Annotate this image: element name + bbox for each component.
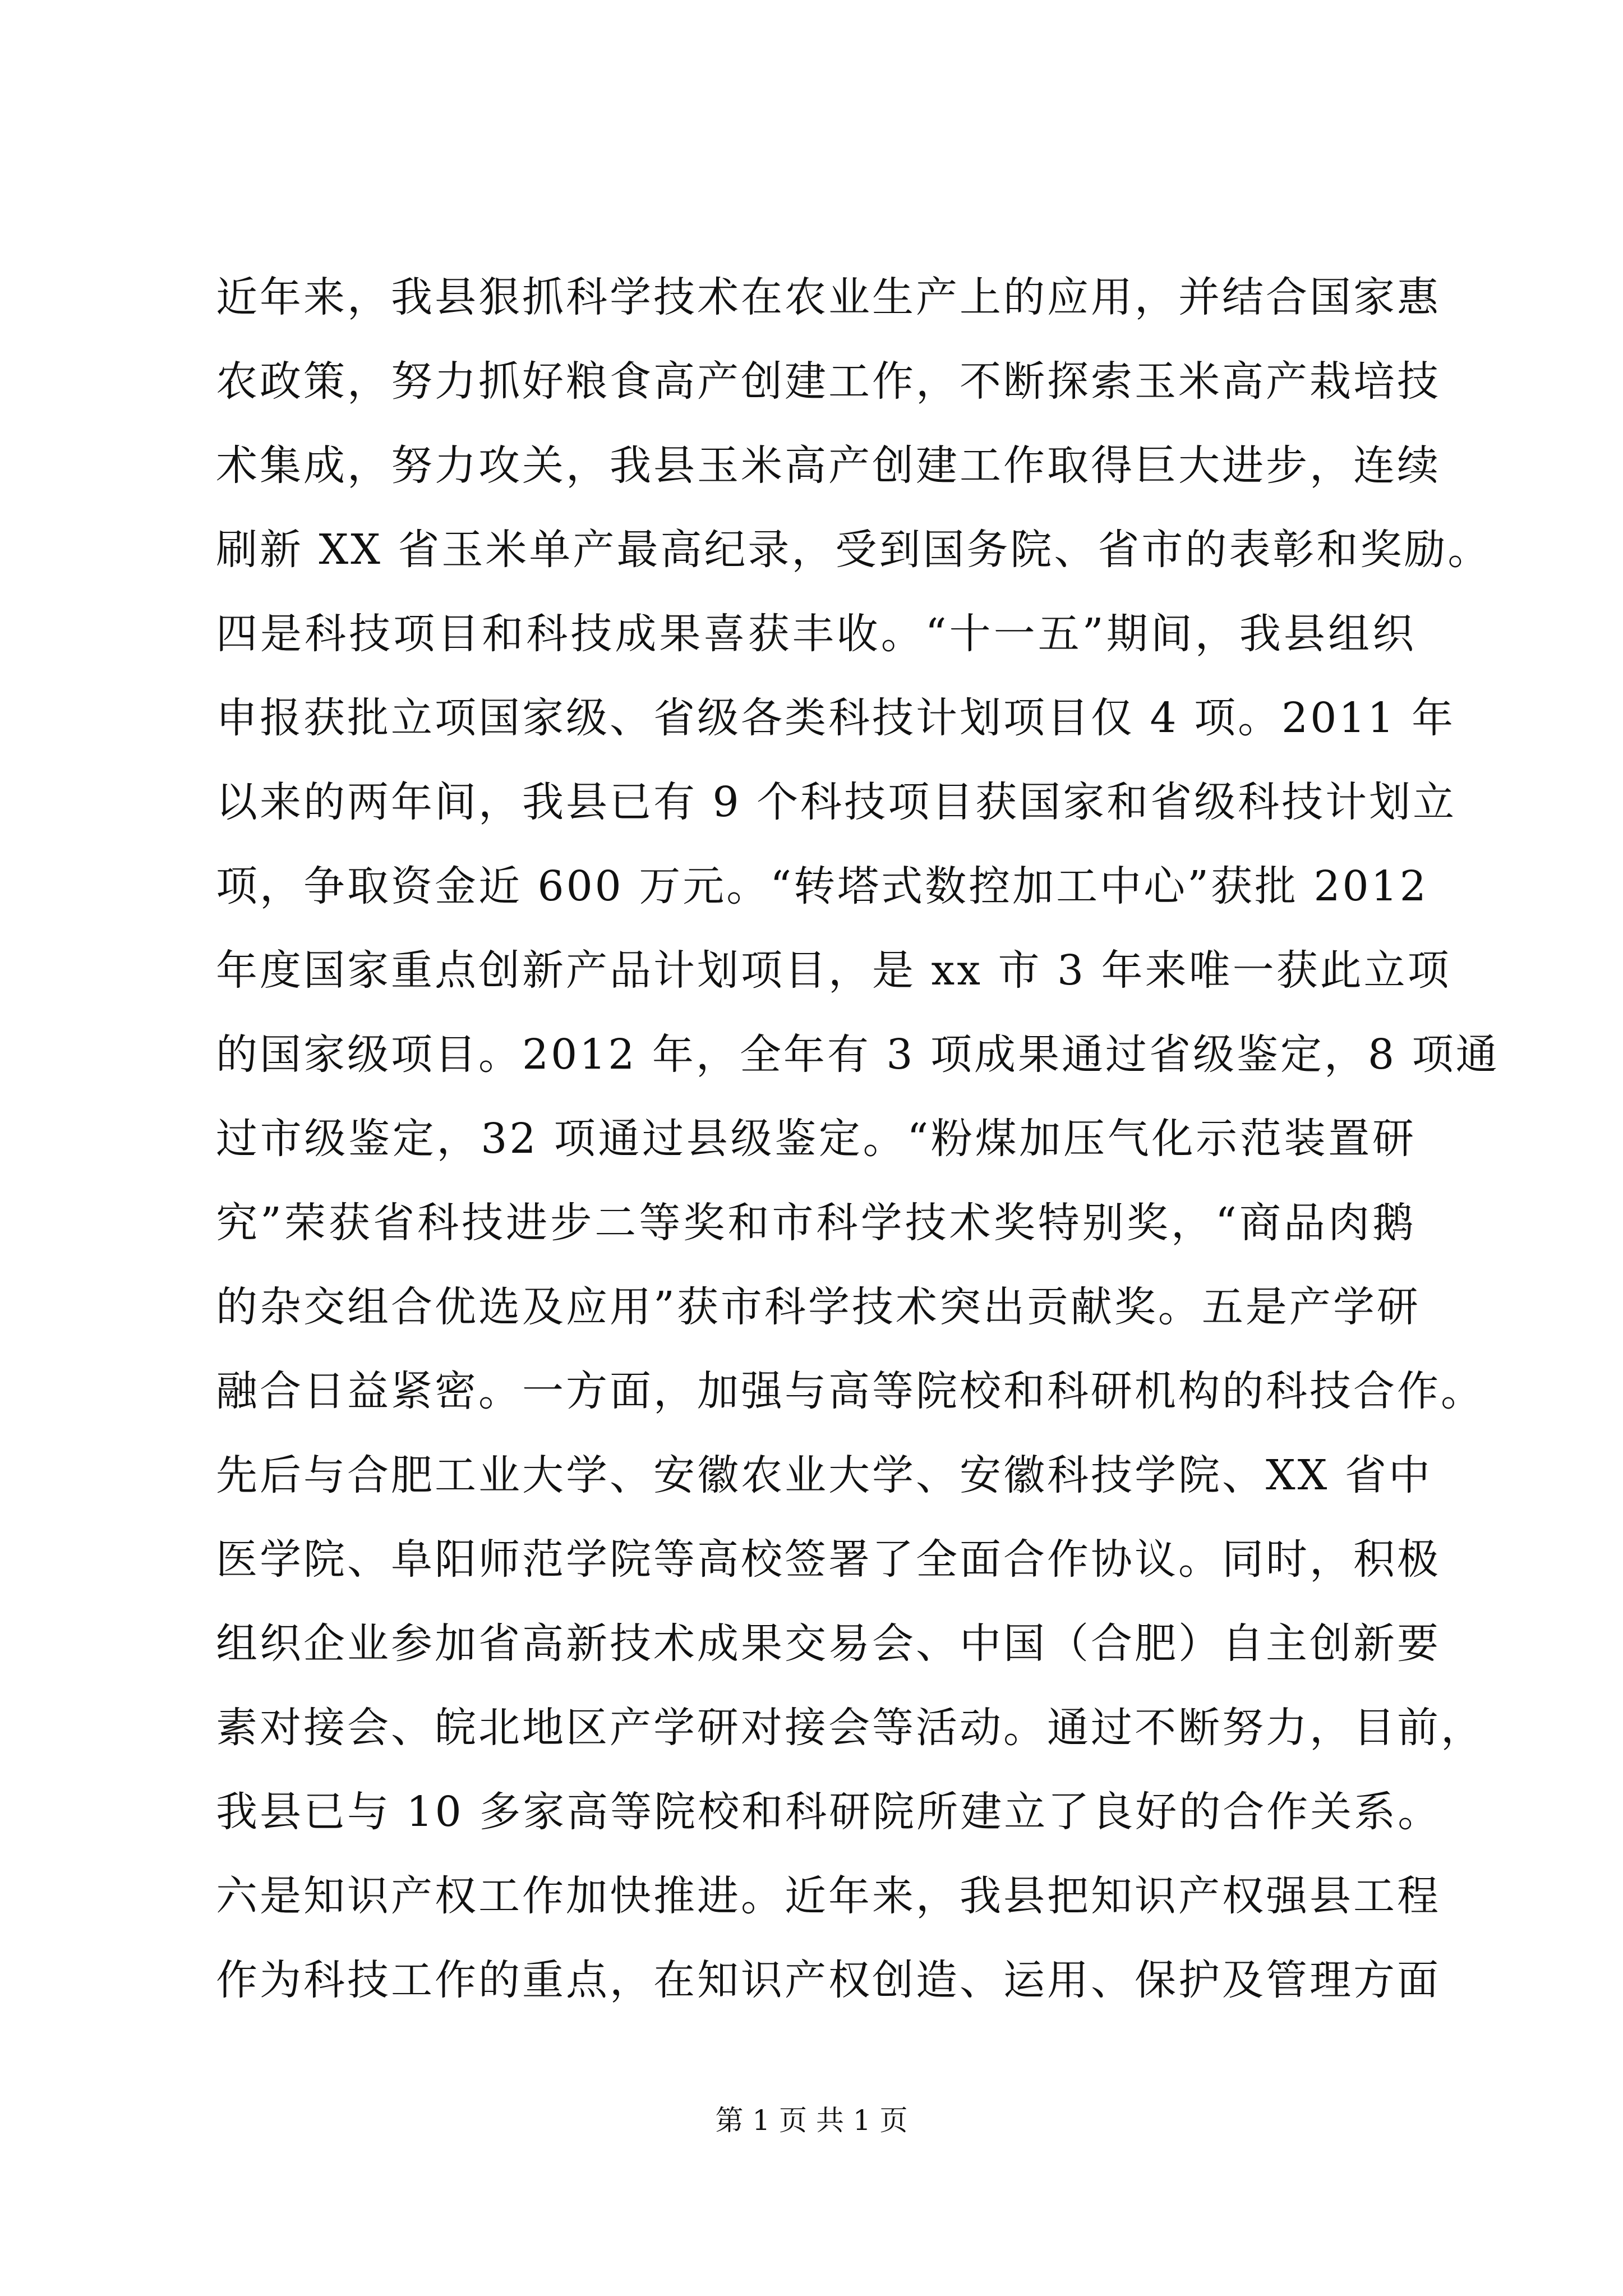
- page-number-footer: 第 1 页 共 1 页: [715, 2104, 908, 2137]
- text-line: 的国家级项目。2012 年，全年有 3 项成果通过省级鉴定，8 项通: [216, 1030, 1500, 1079]
- text-line: 融合日益紧密。一方面，加强与高等院校和科研机构的科技合作。: [216, 1367, 1484, 1415]
- text-line: 作为科技工作的重点，在知识产权创造、运用、保护及管理方面: [216, 1956, 1441, 2004]
- text-line: 农政策，努力抓好粮食高产创建工作，不断探索玉米高产栽培技: [216, 357, 1441, 406]
- text-line: 术集成，努力攻关，我县玉米高产创建工作取得巨大进步，连续: [216, 441, 1441, 490]
- text-line: 以来的两年间，我县已有 9 个科技项目获国家和省级科技计划立: [216, 778, 1457, 826]
- text-line: 过市级鉴定，32 项通过县级鉴定。“粉煤加压气化示范装置研: [216, 1115, 1416, 1163]
- text-line: 申报获批立项国家级、省级各类科技计划项目仅 4 项。2011 年: [216, 694, 1455, 742]
- text-line: 我县已与 10 多家高等院校和科研院所建立了良好的合作关系。: [216, 1788, 1442, 1836]
- text-line: 的杂交组合优选及应用”获市科学技术突出贡献奖。五是产学研: [216, 1283, 1421, 1331]
- text-line: 究”荣获省科技进步二等奖和市科学技术奖特别奖，“商品肉鹅: [216, 1199, 1416, 1247]
- text-line: 刷新 XX 省玉米单产最高纪录，受到国务院、省市的表彰和奖励。: [216, 526, 1492, 574]
- text-line: 医学院、阜阳师范学院等高校签署了全面合作协议。同时，积极: [216, 1535, 1441, 1584]
- text-line: 素对接会、皖北地区产学研对接会等活动。通过不断努力，目前，: [216, 1704, 1484, 1752]
- text-line: 年度国家重点创新产品计划项目，是 xx 市 3 年来唯一获此立项: [216, 946, 1451, 995]
- text-line: 先后与合肥工业大学、安徽农业大学、安徽科技学院、XX 省中: [216, 1451, 1432, 1499]
- text-line: 四是科技项目和科技成果喜获丰收。“十一五”期间，我县组织: [216, 610, 1416, 658]
- text-line: 组织企业参加省高新技术成果交易会、中国（合肥）自主创新要: [216, 1619, 1441, 1668]
- text-line: 项，争取资金近 600 万元。“转塔式数控加工中心”获批 2012: [216, 862, 1428, 910]
- text-line: 六是知识产权工作加快推进。近年来，我县把知识产权强县工程: [216, 1872, 1441, 1920]
- text-line: 近年来，我县狠抓科学技术在农业生产上的应用，并结合国家惠: [216, 273, 1441, 321]
